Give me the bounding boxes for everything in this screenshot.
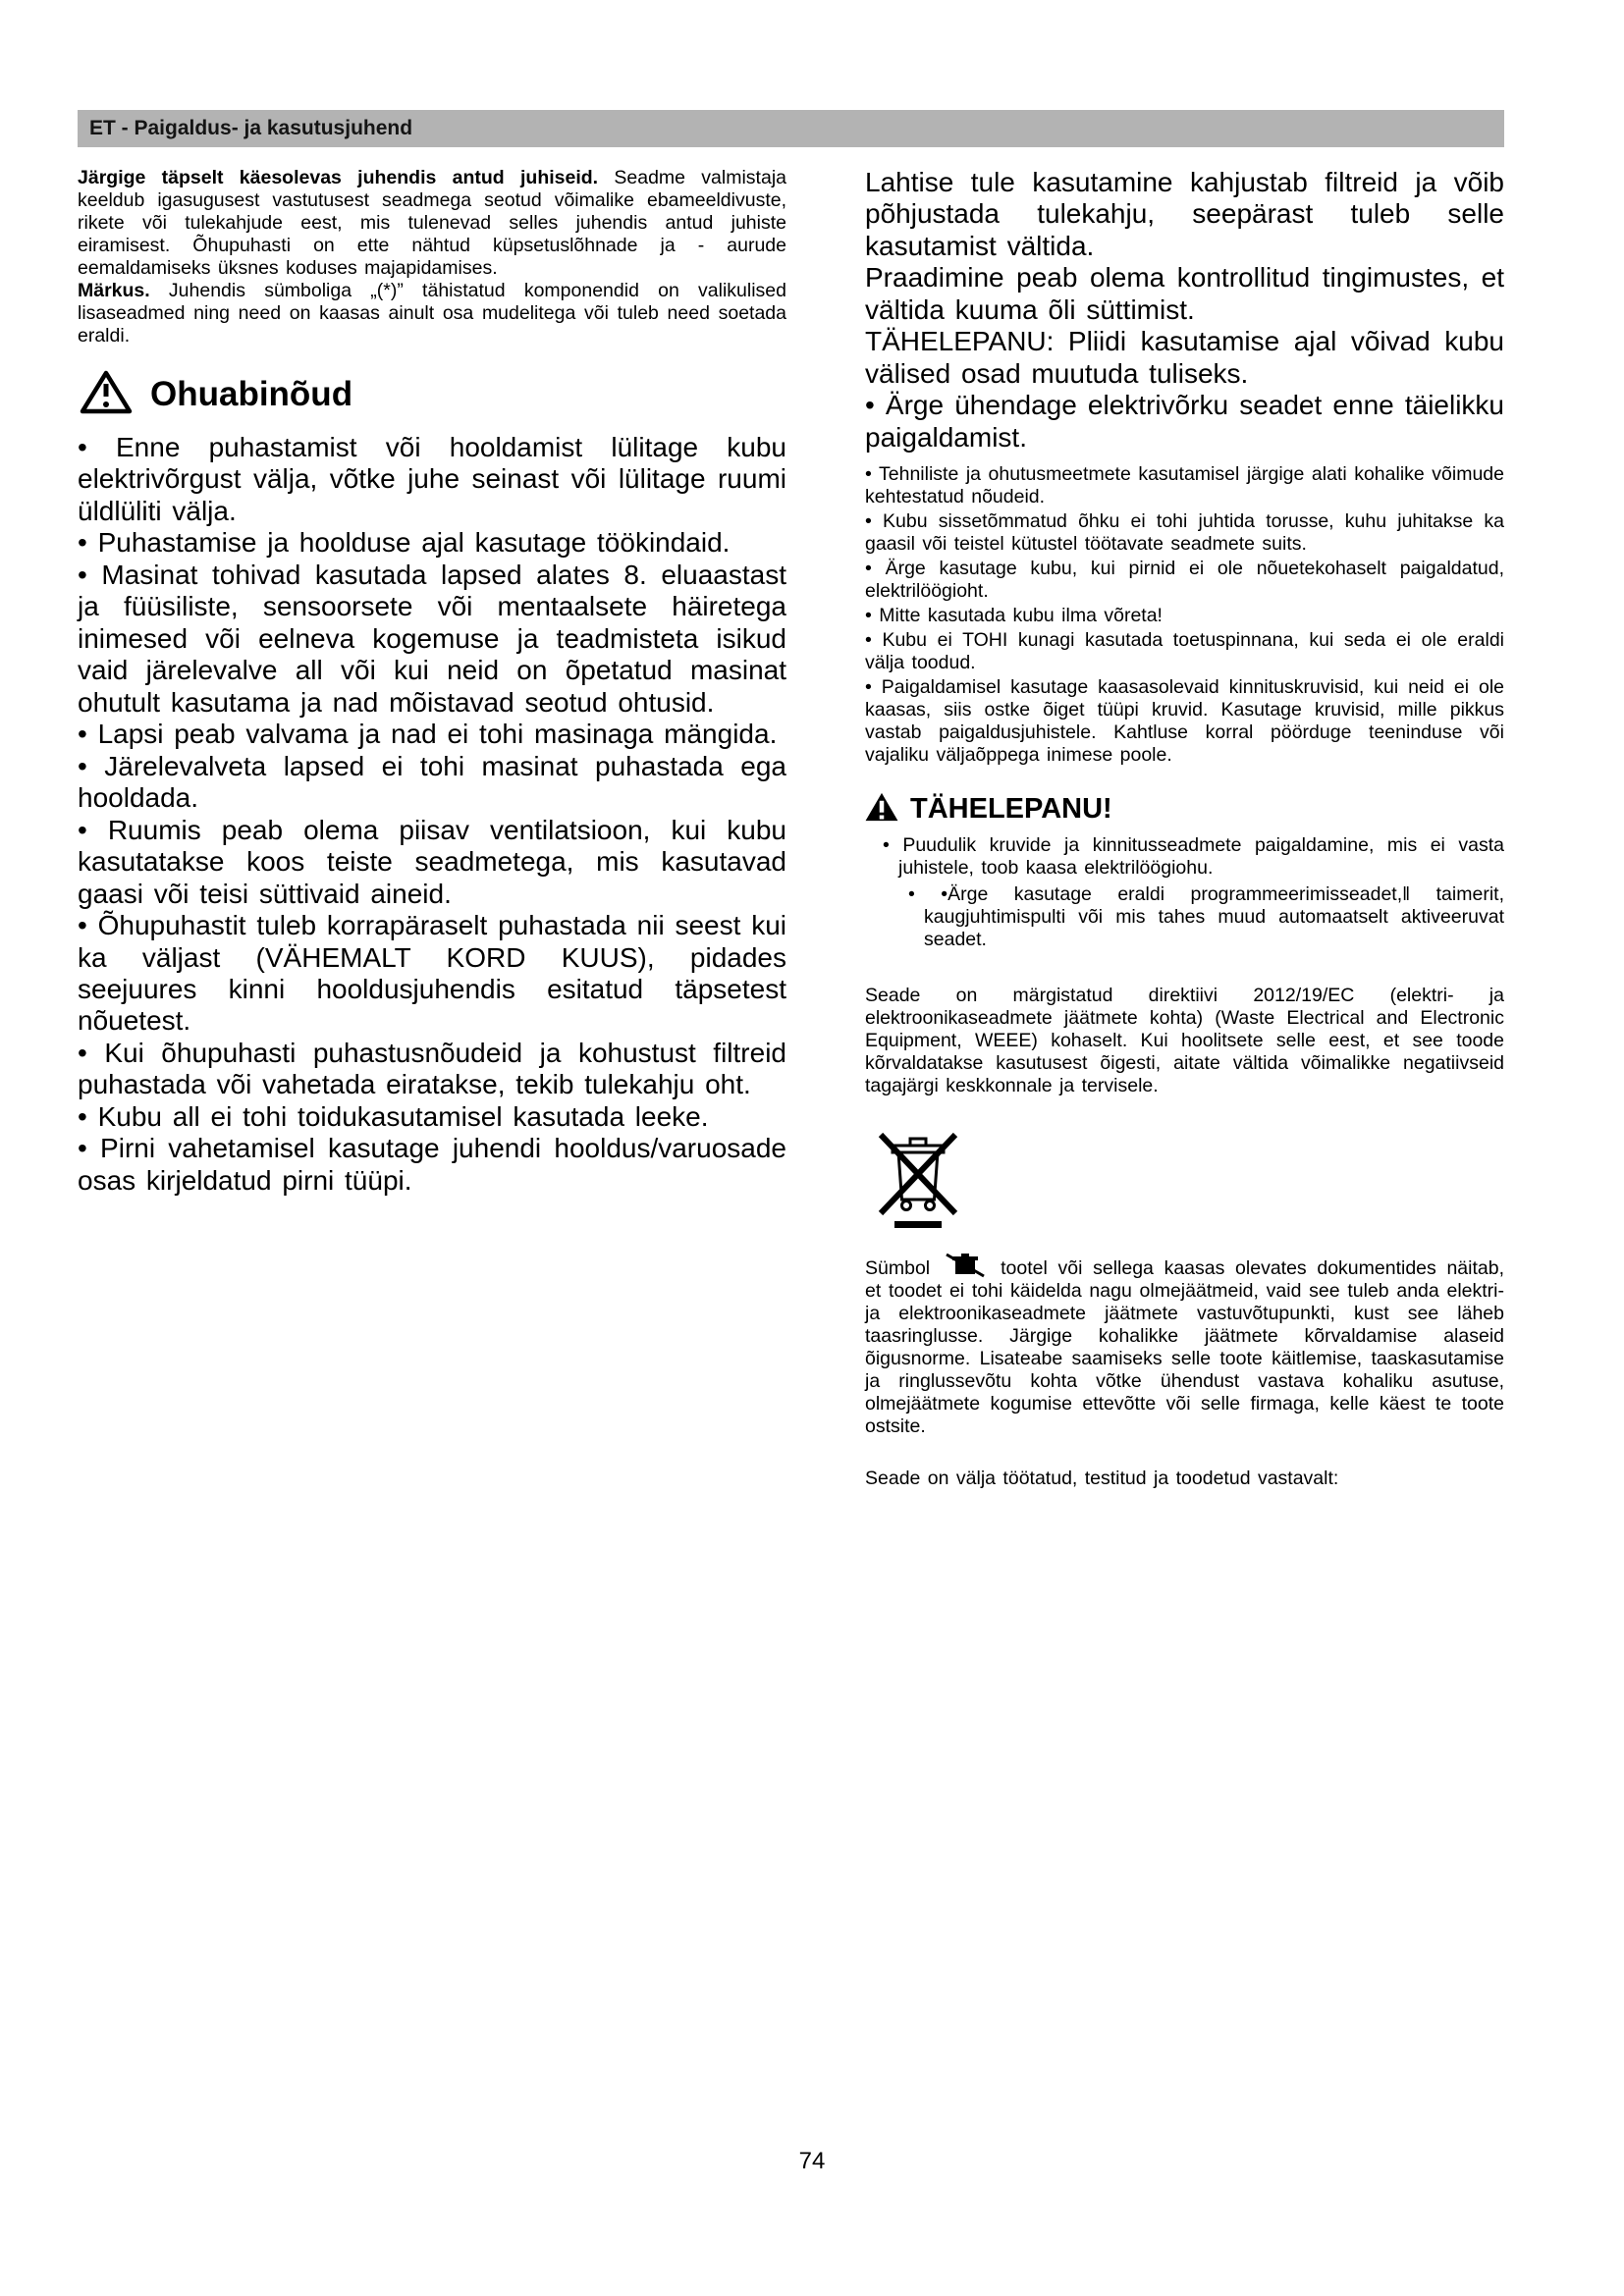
safety-heading bbox=[80, 369, 786, 420]
intro-body-text: Seadme valmistaja keeldub igasugusest vastutusest seadmega seotud võimalike ebameeldivuste, rikete või tulekahjude eest, mis tulenevad selles juhendis antud juhiste eiramisest. Õhupuhasti on ette nähtud küpsetuslõhnade ja - aurude eemaldamiseks üksnes koduses majapidamises. bbox=[78, 167, 787, 279]
intro-bold-lead: Järgige täpselt käesolevas juhendis antud juhiseid. bbox=[78, 167, 599, 188]
left-column bbox=[78, 167, 786, 1197]
tech-bullet-3: • Ärge kasutage kubu, kui pirnid ei ole nõuetekohaselt paigaldatud, elektrilöögioht. bbox=[865, 558, 1504, 603]
safety-bullet-6: • Ruumis peab olema piisav ventilatsioon, kui kubu kasutatakse koos teiste seadmetega, mis kasutavad gaasi või teisi süttivaid aineid. bbox=[78, 814, 786, 909]
note-bold-lead: Märkus. bbox=[78, 280, 150, 301]
note-body-text: Juhendis sümboliga „(*)” tähistatud komponendid on valikulised lisaseadmed ning need on kaasas ainult osa mudelitega või tuleb need soetada eraldi. bbox=[78, 280, 786, 347]
attention-heading-text: TÄHELEPANU! bbox=[910, 793, 1112, 826]
technical-bullets bbox=[865, 463, 1504, 767]
weee-crossed-bin-icon bbox=[869, 1123, 1504, 1239]
note-paragraph bbox=[78, 280, 786, 347]
attention-bullet-2: • •Ärge kasutage eraldi programmeerimisseadet,‖ taimerit, kaugjuhtimispulti või mis tahes muud automaatselt aktiveeruvat seadet. bbox=[908, 883, 1504, 951]
compliance-line: Seade on välja töötatud, testitud ja toodetud vastavalt: bbox=[865, 1468, 1339, 1490]
safety-bullet-5: • Järelevalveta lapsed ei tohi masinat puhastada ega hooldada. bbox=[78, 750, 786, 814]
section-header-bar bbox=[78, 110, 1504, 147]
attention-bullet-1: • Puudulik kruvide ja kinnitusseadmete paigaldamine, mis ei vasta juhistele, toob kaasa elektrilöögiohu. bbox=[883, 834, 1504, 880]
right-column bbox=[865, 167, 1504, 1490]
tech-bullet-6: • Paigaldamisel kasutage kaasasolevaid kinnituskruvisid, kui neid ei ole kaasas, siis ostke õiget tüüpi kruvid. Kasutage kruvisid, mille pikkus vastab paigaldusjuhistele. Kahtluse korral pöörduge teeninduse või vajaliku väljaõppega inimese poole. bbox=[865, 676, 1504, 767]
symbol-paragraph-body: tootel või sellega kaasas olevates dokumentides näitab, et toodet ei tohi käidelda nagu olmejäätmeid, vaid see tuleb anda elektri- ja elektroonikaseadmete jäätmete vastuvõtupunkti, kust see läheb taasringlusse. Järgige kohalikke jäätmete kõrvaldamise alaseid õigusnorme. Lisateabe saamiseks selle toote käitlemise, taaskasutamise ja ringlussevõtu kohta võtke ühendust vastava kohaliku asutuse, olmejäätmete kogumise ettevõtte või selle firmaga, kelle käest te toote ostsite. bbox=[865, 1257, 1504, 1438]
safety-bullet-4: • Lapsi peab valvama ja nad ei tohi masinaga mängida. bbox=[78, 719, 778, 750]
section-header-title: ET - Paigaldus- ja kasutusjuhend bbox=[89, 117, 413, 139]
tech-bullet-2: • Kubu sissetõmmatud õhku ei tohi juhtida torusse, kuhu juhitakse ka gaasil või teistel kütustel töötavate seadmete suits. bbox=[865, 510, 1504, 556]
safety-bullet-10: • Pirni vahetamisel kasutage juhendi hooldus/varuosade osas kirjeldatud pirni tüüpi. bbox=[78, 1133, 786, 1196]
weee-directive-paragraph: Seade on märgistatud direktiivi 2012/19/EC (elektri- ja elektroonikaseadmete jäätmete kohta) (Waste Electrical and Electronic Equipment, WEEE) kohaselt. Kui hoolitsete selle eest, et see toode kõrvaldatakse kasutusest õigesti, aitate vältida võimalikke negatiivseid tagajärgi keskkonnale ja tervisele. bbox=[865, 985, 1504, 1097]
weee-inline-bin-symbol bbox=[944, 1253, 987, 1278]
warning-paragraph-2: Praadimine peab olema kontrollitud tingimustes, et vältida kuuma õli süttimist. bbox=[865, 262, 1504, 325]
content-columns bbox=[78, 167, 1504, 1490]
tech-bullet-5: • Kubu ei TOHI kunagi kasutada toetuspinnana, kui seda ei ole eraldi välja toodud. bbox=[865, 629, 1504, 674]
warning-paragraph-3: TÄHELEPANU: Pliidi kasutamise ajal võivad kubu välised osad muutuda tuliseks. bbox=[865, 326, 1504, 389]
safety-heading-text: Ohuabinõud bbox=[150, 375, 353, 413]
safety-bullet-1: • Enne puhastamist või hooldamist lülitage kubu elektrivõrgust välja, võtke juhe seinast või lülitage ruumi üldlüliti välja. bbox=[78, 432, 786, 526]
page-number: 74 bbox=[798, 2148, 826, 2174]
warning-triangle-outline-icon bbox=[80, 369, 133, 420]
safety-bullet-7: • Õhupuhastit tuleb korrapäraselt puhastada nii seest kui ka väljast (VÄHEMALT KORD KUUS), pidades seejuures kinni hooldusjuhendis esitatud täpsetest nõuetest. bbox=[78, 910, 786, 1037]
safety-bullet-8: • Kui õhupuhasti puhastusnõudeid ja kohustust filtreid puhastada või vahetada eiratakse, tekib tulekahju oht. bbox=[78, 1037, 786, 1100]
weee-symbol-paragraph bbox=[865, 1253, 1504, 1438]
tech-bullet-1: • Tehniliste ja ohutusmeetmete kasutamisel järgige alati kohalike võimude kehtestatud nõudeid. bbox=[865, 463, 1504, 508]
symbol-paragraph-lead: Sümbol bbox=[865, 1257, 931, 1280]
warning-paragraph-1: Lahtise tule kasutamine kahjustab filtreid ja võib põhjustada tulekahju, seepärast tuleb selle kasutamist vältida. bbox=[865, 167, 1504, 261]
safety-bullet-3: • Masinat tohivad kasutada lapsed alates 8. eluaastast ja füüsiliste, sensoorsete või mentaalsete häiretega inimesed või eelneva kogemuse ja teadmisteta isikud vaid järelevalve all või kui neid on õpetatud masinat ohutult kasutama ja nad mõistavad seotud ohtusid. bbox=[78, 559, 786, 718]
safety-bullet-2: • Puhastamise ja hoolduse ajal kasutage töökindaid. bbox=[78, 527, 731, 559]
warning-triangle-filled-icon bbox=[865, 792, 898, 827]
intro-paragraph bbox=[78, 167, 786, 280]
attention-heading bbox=[865, 792, 1504, 827]
tech-bullet-4: • Mitte kasutada kubu ilma võreta! bbox=[865, 605, 1163, 627]
safety-bullet-9: • Kubu all ei tohi toidukasutamisel kasutada leeke. bbox=[78, 1100, 709, 1132]
warning-paragraph-4: • Ärge ühendage elektrivõrku seadet enne täielikku paigaldamist. bbox=[865, 390, 1504, 453]
